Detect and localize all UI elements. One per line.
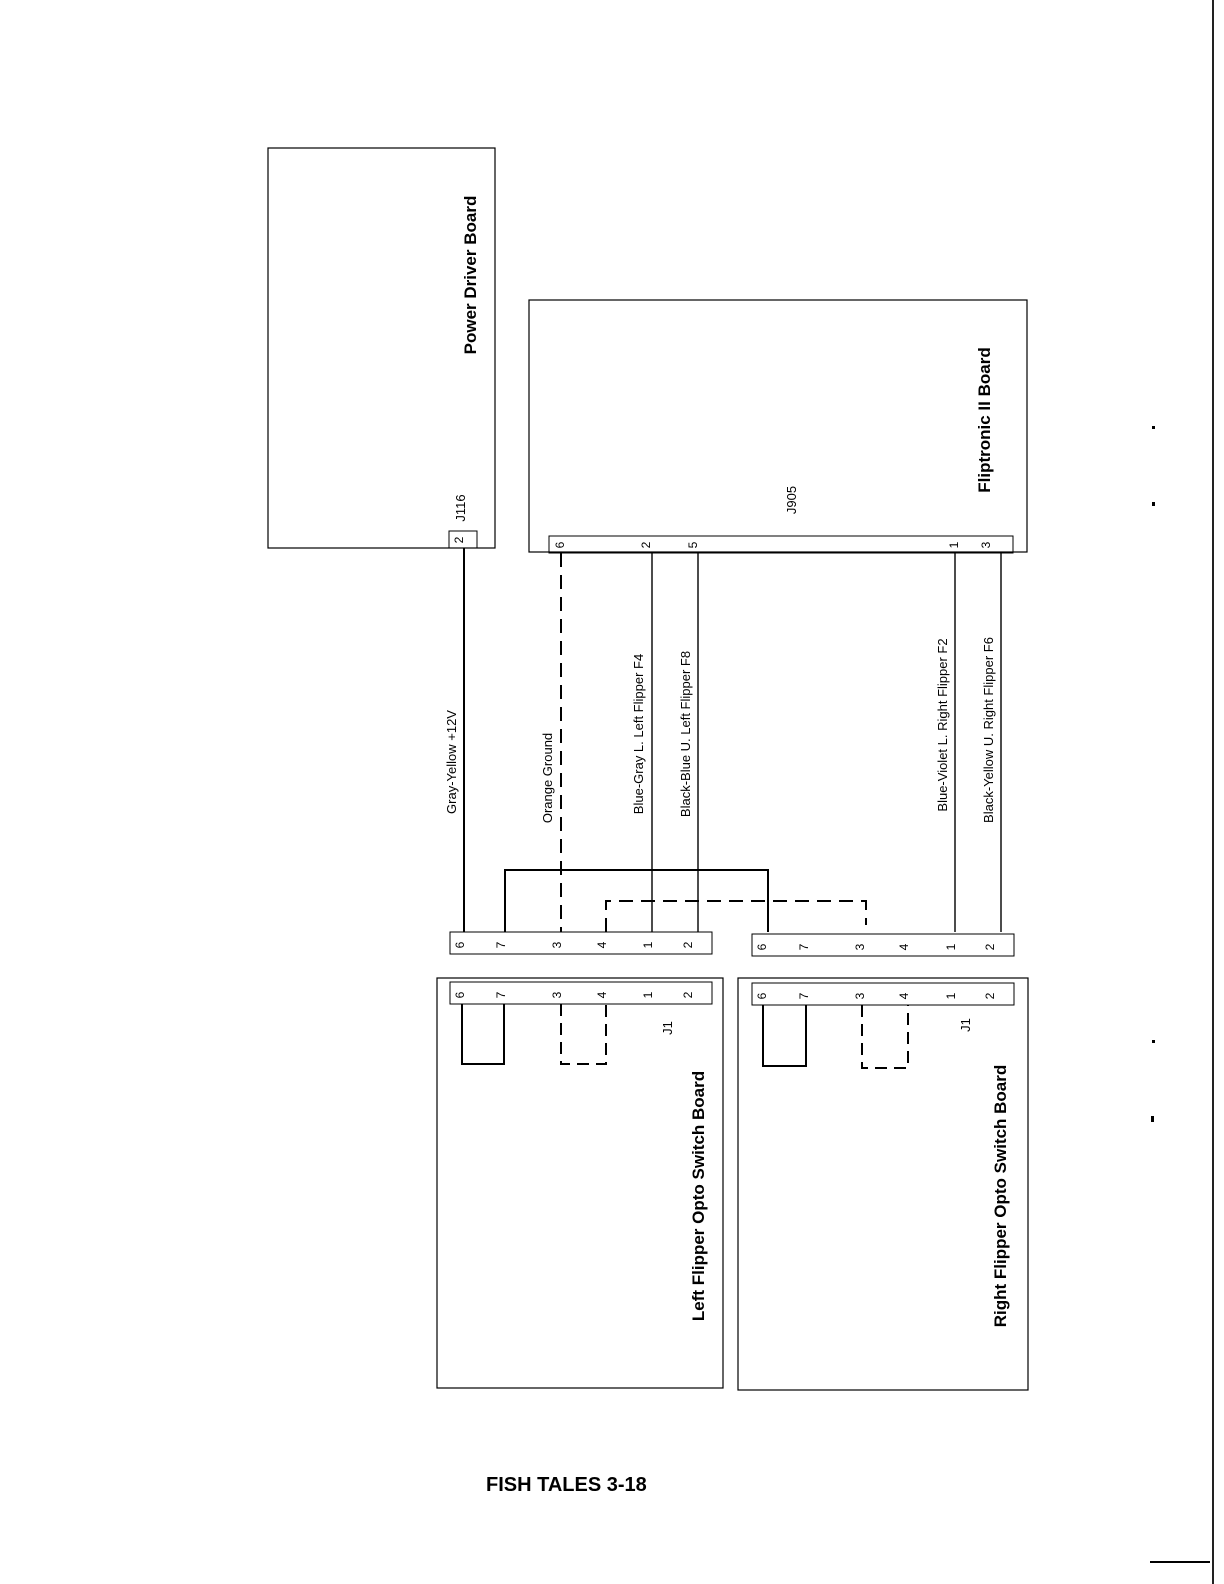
pin-number: 2 bbox=[681, 941, 695, 949]
pin-number: 1 bbox=[641, 941, 655, 949]
j905-pin-3: 3 bbox=[979, 541, 993, 549]
pin-number: 4 bbox=[897, 992, 911, 1000]
pin-number: 4 bbox=[595, 991, 609, 999]
pin-number: 1 bbox=[944, 943, 958, 951]
j905-label: J905 bbox=[784, 485, 799, 515]
pin-number: 7 bbox=[494, 941, 508, 949]
left-opto-board-label: Left Flipper Opto Switch Board bbox=[689, 1070, 708, 1322]
jumper-pin7 bbox=[505, 870, 768, 932]
power-driver-board-label: Power Driver Board bbox=[461, 195, 480, 355]
power-driver-board bbox=[268, 148, 495, 548]
pin-number: 3 bbox=[853, 943, 867, 951]
wire-label-black-yellow: Black-Yellow U. Right Flipper F6 bbox=[981, 637, 996, 823]
pin-number: 2 bbox=[983, 943, 997, 951]
jumper-pin4-ground bbox=[606, 901, 866, 932]
j905-pin-1: 1 bbox=[947, 541, 961, 549]
j905-pin-6: 6 bbox=[553, 541, 567, 549]
pin-number: 3 bbox=[550, 941, 564, 949]
pin-number: 2 bbox=[681, 991, 695, 999]
fliptronic-board bbox=[529, 300, 1027, 553]
left-opto-board bbox=[437, 978, 723, 1388]
j905-pin-2: 2 bbox=[639, 541, 653, 549]
pin-number: 6 bbox=[755, 943, 769, 951]
left-j1-label: J1 bbox=[660, 1021, 675, 1035]
pin-number: 6 bbox=[453, 941, 467, 949]
wire-label-blue-gray: Blue-Gray L. Left Flipper F4 bbox=[631, 653, 646, 815]
pin-number: 1 bbox=[944, 992, 958, 1000]
right-j1-label: J1 bbox=[958, 1018, 973, 1032]
j116-pin-2: 2 bbox=[452, 536, 466, 544]
pin-number: 4 bbox=[897, 943, 911, 951]
page-edge bbox=[1212, 0, 1224, 1584]
pin-number: 7 bbox=[797, 943, 811, 951]
right-opto-board bbox=[738, 978, 1028, 1390]
page-footer: FISH TALES 3-18 bbox=[486, 1474, 647, 1496]
j905-connector bbox=[549, 536, 1013, 553]
j116-label: J116 bbox=[453, 494, 468, 522]
pin-number: 1 bbox=[641, 991, 655, 999]
right-plug bbox=[752, 934, 1014, 956]
wire-label-blue-violet: Blue-Violet L. Right Flipper F2 bbox=[935, 638, 950, 812]
wire-label-orange: Orange Ground bbox=[540, 732, 555, 824]
right-opto-board-label: Right Flipper Opto Switch Board bbox=[991, 1064, 1010, 1328]
pin-number: 3 bbox=[550, 991, 564, 999]
fliptronic-board-label: Fliptronic II Board bbox=[975, 347, 994, 493]
left-plug bbox=[450, 932, 712, 954]
wire-label-black-blue: Black-Blue U. Left Flipper F8 bbox=[678, 650, 693, 818]
pin-number: 6 bbox=[755, 992, 769, 1000]
pin-number: 4 bbox=[595, 941, 609, 949]
j905-pin-5: 5 bbox=[686, 541, 700, 549]
scan-marks bbox=[1151, 426, 1155, 1122]
pin-number: 3 bbox=[853, 992, 867, 1000]
pin-number: 7 bbox=[797, 992, 811, 1000]
wire-label-gray-yellow: Gray-Yellow +12V bbox=[444, 710, 459, 814]
pin-number: 6 bbox=[453, 991, 467, 999]
pin-number: 7 bbox=[494, 991, 508, 999]
pin-number: 2 bbox=[983, 992, 997, 1000]
